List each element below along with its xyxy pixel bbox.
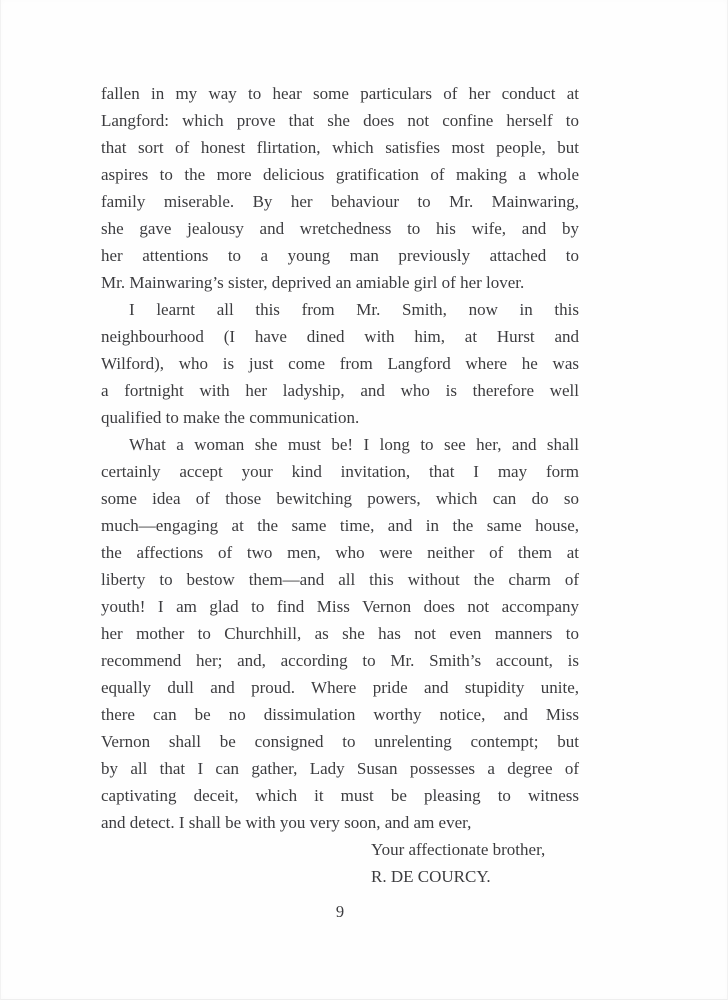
text-line: What a woman she must be! I long to see her, and shall [129, 435, 579, 454]
body-paragraphs [101, 80, 579, 836]
text-line: Langford: which prove that she does not confine herself to [101, 111, 579, 130]
text-line: the affections of two men, who were neither of them at [101, 543, 579, 562]
text-line: captivating deceit, which it must be pleasing to witness [101, 786, 579, 805]
text-line: by all that I can gather, Lady Susan possesses a degree of [101, 759, 579, 778]
text-line: equally dull and proud. Where pride and stupidity unite, [101, 678, 579, 697]
text-line: that sort of honest flirtation, which satisfies most people, but [101, 138, 579, 157]
signature-line: Your affectionate brother, [371, 840, 546, 859]
paragraph [101, 80, 579, 296]
text-line: I learnt all this from Mr. Smith, now in this [129, 300, 579, 319]
text-line: family miserable. By her behaviour to Mr. Mainwaring, [101, 192, 579, 211]
text-line: neighbourhood (I have dined with him, at Hurst and [101, 327, 579, 346]
text-line: youth! I am glad to find Miss Vernon does not accompany [101, 597, 579, 616]
text-line: some idea of those bewitching powers, which can do so [101, 489, 579, 508]
text-line: and detect. I shall be with you very soon, and am ever, [101, 813, 472, 832]
text-line: recommend her; and, according to Mr. Smith’s account, is [101, 651, 579, 670]
paragraph [101, 296, 579, 431]
text-line: her mother to Churchhill, as she has not even manners to [101, 624, 579, 643]
paragraph [101, 431, 579, 836]
signature-block [101, 836, 579, 890]
text-line: fallen in my way to hear some particulars of her conduct at [101, 84, 579, 103]
text-line: Wilford), who is just come from Langford where he was [101, 354, 579, 373]
text-line: her attentions to a young man previously attached to [101, 246, 579, 265]
text-line: she gave jealousy and wretchedness to his wife, and by [101, 219, 579, 238]
text-line: there can be no dissimulation worthy notice, and Miss [101, 705, 579, 724]
signoff-name: R. DE COURCY. [371, 867, 491, 886]
page-number: 9 [335, 902, 345, 921]
text-line: a fortnight with her ladyship, and who is therefore well [101, 381, 579, 400]
text-line: certainly accept your kind invitation, that I may form [101, 462, 579, 481]
text-line: liberty to bestow them—and all this without the charm of [101, 570, 579, 589]
text-line: Mr. Mainwaring’s sister, deprived an amiable girl of her lover. [101, 273, 525, 292]
text-line: Vernon shall be consigned to unrelenting contempt; but [101, 732, 579, 751]
page-text [101, 80, 579, 925]
text-line: much—engaging at the same time, and in the same house, [101, 516, 579, 535]
text-line: qualified to make the communication. [101, 408, 360, 427]
text-line: aspires to the more delicious gratification of making a whole [101, 165, 579, 184]
